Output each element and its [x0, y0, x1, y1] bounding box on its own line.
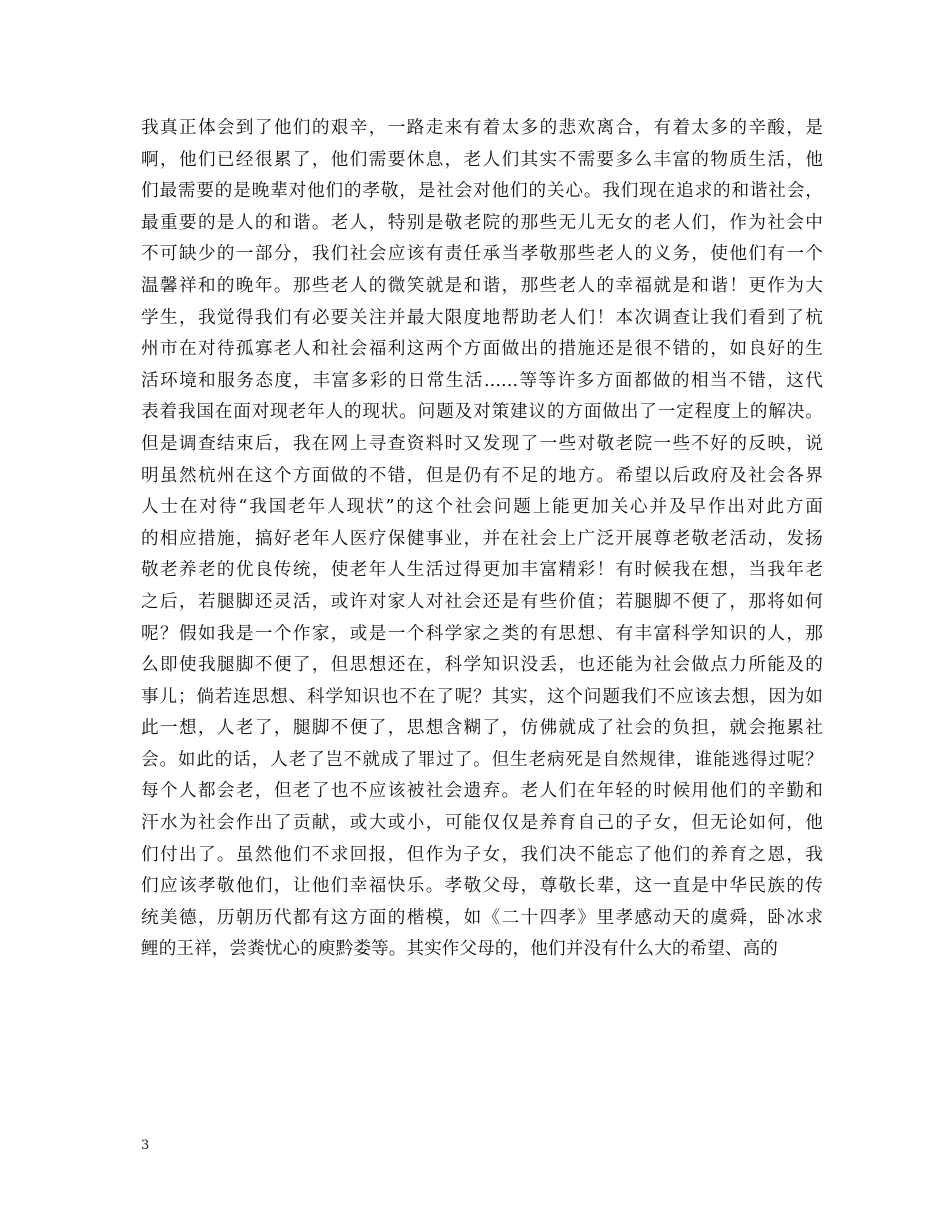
text-line: 汗水为社会作出了贡献，或大或小，可能仅仅是养育自己的子女，但无论如何，他 [141, 813, 823, 834]
text-line: 最重要的是人的和谐。老人，特别是敬老院的那些无儿无女的老人们，作为社会中 [141, 212, 823, 233]
text-line: 我真正体会到了他们的艰辛，一路走来有着太多的悲欢离合，有着太多的辛酸，是 [141, 118, 823, 138]
text-line: 们最需要的是晚辈对他们的孝敬，是社会对他们的关心。我们现在追求的和谐社会， [141, 181, 823, 202]
text-line: 会。如此的话，人老了岂不就成了罪过了。但生老病死是自然规律，谁能逃得过呢？ [141, 749, 823, 770]
text-line: 温馨祥和的晚年。那些老人的微笑就是和谐，那些老人的幸福就是和谐！更作为大 [141, 275, 823, 296]
text-line: 明虽然杭州在这个方面做的不错，但是仍有不足的地方。希望以后政府及社会各界 [141, 465, 823, 486]
text-line: 呢？假如我是一个作家，或是一个科学家之类的有思想、有丰富科学知识的人，那 [141, 623, 823, 644]
text-line: 之后，若腿脚还灵活，或许对家人对社会还是有些价值；若腿脚不便了，那将如何 [141, 591, 823, 612]
text-line: 人士在对待“我国老年人现状”的这个社会问题上能更加关心并及早作出对此方面 [141, 497, 823, 518]
text-line: 表着我国在面对现老年人的现状。问题及对策建议的方面做出了一定程度上的解决。 [141, 402, 823, 423]
text-line: 们付出了。虽然他们不求回报，但作为子女，我们决不能忘了他们的养育之恩，我 [141, 844, 823, 865]
text-line: 么即使我腿脚不便了，但思想还在，科学知识没丢，也还能为社会做点力所能及的 [141, 655, 823, 676]
body-text [141, 113, 823, 966]
text-line: 敬老养老的优良传统，使老年人生活过得更加丰富精彩！有时候我在想，当我年老 [141, 560, 823, 581]
text-line: 但是调查结束后，我在网上寻查资料时又发现了一些对敬老院一些不好的反映，说 [141, 433, 823, 454]
text-line: 的相应措施，搞好老年人医疗保健事业，并在社会上广泛开展尊老敬老活动，发扬 [141, 528, 823, 549]
text-line: 州市在对待孤寡老人和社会福利这两个方面做出的措施还是很不错的，如良好的生 [141, 339, 823, 360]
text-line: 啊，他们已经很累了，他们需要休息，老人们其实不需要多么丰富的物质生活，他 [141, 149, 823, 170]
text-line: 们应该孝敬他们，让他们幸福快乐。孝敬父母，尊敬长辈，这一直是中华民族的传 [141, 876, 823, 897]
text-line: 学生，我觉得我们有必要关注并最大限度地帮助老人们！本次调查让我们看到了杭 [141, 307, 823, 328]
text-line: 此一想，人老了，腿脚不便了，思想含糊了，仿佛就成了社会的负担，就会拖累社 [141, 718, 823, 739]
text-line: 不可缺少的一部分，我们社会应该有责任承当孝敬那些老人的义务，使他们有一个 [141, 244, 823, 265]
text-line: 统美德，历朝历代都有这方面的楷模，如《二十四孝》里孝感动天的虞舜，卧冰求 [141, 907, 823, 928]
text-line: 鲤的王祥，尝粪忧心的庾黔娄等。其实作父母的，他们并没有什么大的希望、高的 [141, 939, 778, 960]
page-number: 3 [141, 1138, 150, 1153]
text-line: 事儿；倘若连思想、科学知识也不在了呢？其实，这个问题我们不应该去想，因为如 [141, 686, 823, 707]
text-line: 活环境和服务态度，丰富多彩的日常生活......等等许多方面都做的相当不错，这代 [141, 370, 823, 391]
text-line: 每个人都会老，但老了也不应该被社会遗弃。老人们在年轻的时候用他们的辛勤和 [141, 781, 823, 802]
